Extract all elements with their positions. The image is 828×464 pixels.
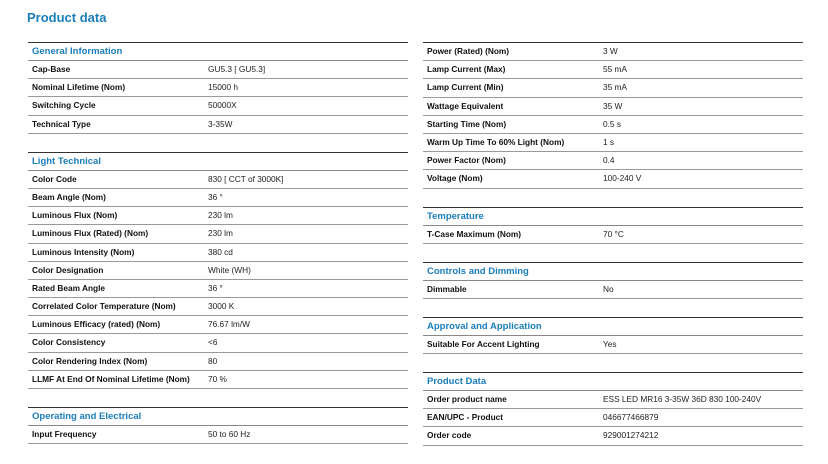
table-row: [28, 334, 408, 352]
table-row: [423, 281, 803, 299]
section-title: Light Technical: [28, 153, 408, 171]
row-label: Starting Time (Nom): [427, 118, 507, 129]
row-value: 046677466879: [603, 412, 659, 423]
row-value: 0.5 s: [603, 118, 621, 129]
row-value: 15000 h: [208, 82, 238, 93]
row-label: Wattage Equivalent: [427, 100, 504, 111]
table-row: [28, 97, 408, 115]
row-value: <6: [208, 337, 218, 348]
page-title: Product data: [27, 10, 107, 25]
row-value: 35 W: [603, 100, 623, 111]
row-label: Lamp Current (Max): [427, 64, 506, 75]
row-label: Dimmable: [427, 283, 467, 294]
row-label: Lamp Current (Min): [427, 82, 504, 93]
row-label: LLMF At End Of Nominal Lifetime (Nom): [32, 373, 190, 384]
table-row: [28, 371, 408, 389]
left-column: [28, 42, 408, 444]
table-row: [28, 426, 408, 444]
table-row: [423, 43, 803, 61]
row-value: White (WH): [208, 264, 251, 275]
row-label: Order product name: [427, 394, 507, 405]
row-value: 0.4: [603, 155, 615, 166]
section-electrical-continued: [423, 42, 803, 189]
row-label: Beam Angle (Nom): [32, 191, 106, 202]
table-row: [423, 170, 803, 188]
row-label: Voltage (Nom): [427, 173, 483, 184]
row-value: 1 s: [603, 136, 615, 147]
table-row: [28, 280, 408, 298]
row-value: 50000X: [208, 100, 237, 111]
table-row: [28, 79, 408, 97]
section-approval-application: [423, 317, 803, 354]
row-label: Switching Cycle: [32, 100, 96, 111]
table-row: [28, 171, 408, 189]
section-title: Product Data: [423, 373, 803, 391]
row-value: 50 to 60 Hz: [208, 429, 251, 439]
row-label: Correlated Color Temperature (Nom): [32, 301, 176, 312]
row-value: 3-35W: [208, 118, 233, 129]
row-label: Color Code: [32, 173, 77, 184]
row-value: ESS LED MR16 3-35W 36D 830 100-240V: [603, 394, 762, 405]
section-title: Operating and Electrical: [28, 408, 408, 426]
row-label: Cap-Base: [32, 64, 71, 74]
row-value: Yes: [603, 338, 617, 349]
row-value: 70 °C: [603, 228, 624, 239]
table-row: [423, 336, 803, 354]
section-general-information: [28, 42, 408, 134]
row-label: T-Case Maximum (Nom): [427, 228, 522, 239]
row-value: 70 %: [208, 373, 227, 384]
section-temperature: [423, 207, 803, 244]
row-label: Luminous Intensity (Nom): [32, 246, 135, 257]
row-label: Suitable For Accent Lighting: [427, 338, 540, 349]
row-label: Warm Up Time To 60% Light (Nom): [427, 136, 565, 147]
table-row: [28, 207, 408, 225]
row-value: 76.67 lm/W: [208, 319, 250, 330]
row-label: Order code: [427, 430, 472, 441]
section-light-technical: [28, 152, 408, 389]
table-row: [423, 427, 803, 445]
section-title: Controls and Dimming: [423, 263, 803, 281]
row-value: 36 °: [208, 191, 223, 202]
row-value: No: [603, 283, 614, 294]
row-value: 3 W: [603, 46, 618, 56]
table-row: [28, 116, 408, 134]
row-label: Power (Rated) (Nom): [427, 46, 510, 56]
table-row: [423, 226, 803, 244]
row-label: Color Consistency: [32, 337, 106, 348]
section-operating-electrical: [28, 407, 408, 444]
row-value: 230 lm: [208, 228, 233, 239]
section-controls-dimming: [423, 262, 803, 299]
table-row: [28, 316, 408, 334]
row-label: Color Designation: [32, 264, 104, 275]
table-row: [423, 152, 803, 170]
table-row: [423, 409, 803, 427]
table-row: [28, 353, 408, 371]
row-label: Input Frequency: [32, 429, 97, 439]
table-row: [28, 262, 408, 280]
table-row: [423, 391, 803, 409]
row-value: 55 mA: [603, 64, 627, 75]
row-label: Color Rendering Index (Nom): [32, 355, 148, 366]
table-row: [28, 298, 408, 316]
table-row: [423, 61, 803, 79]
table-row: [423, 116, 803, 134]
section-title: Temperature: [423, 208, 803, 226]
row-value: 100-240 V: [603, 173, 642, 184]
row-value: 929001274212: [603, 430, 659, 441]
row-value: 230 lm: [208, 210, 233, 221]
row-label: Rated Beam Angle: [32, 282, 105, 293]
section-title: General Information: [28, 43, 408, 61]
table-row: [423, 134, 803, 152]
row-value: 36 °: [208, 282, 223, 293]
section-title: Approval and Application: [423, 318, 803, 336]
table-row: [423, 79, 803, 97]
row-value: 35 mA: [603, 82, 627, 93]
row-label: Luminous Flux (Nom): [32, 210, 118, 221]
row-label: Technical Type: [32, 118, 91, 129]
row-label: EAN/UPC - Product: [427, 412, 504, 423]
row-label: Nominal Lifetime (Nom): [32, 82, 126, 93]
table-row: [28, 225, 408, 243]
right-column: [423, 42, 803, 446]
row-value: 380 cd: [208, 246, 233, 257]
table-row: [28, 61, 408, 79]
row-value: 3000 K: [208, 301, 235, 312]
row-value: 80: [208, 355, 218, 366]
table-row: [28, 244, 408, 262]
section-product-data: [423, 372, 803, 446]
row-value: GU5.3 [ GU5.3]: [208, 64, 266, 74]
row-value: 830 [ CCT of 3000K]: [208, 173, 284, 184]
table-row: [423, 98, 803, 116]
table-row: [28, 189, 408, 207]
row-label: Power Factor (Nom): [427, 155, 506, 166]
row-label: Luminous Efficacy (rated) (Nom): [32, 319, 161, 330]
row-label: Luminous Flux (Rated) (Nom): [32, 228, 149, 239]
